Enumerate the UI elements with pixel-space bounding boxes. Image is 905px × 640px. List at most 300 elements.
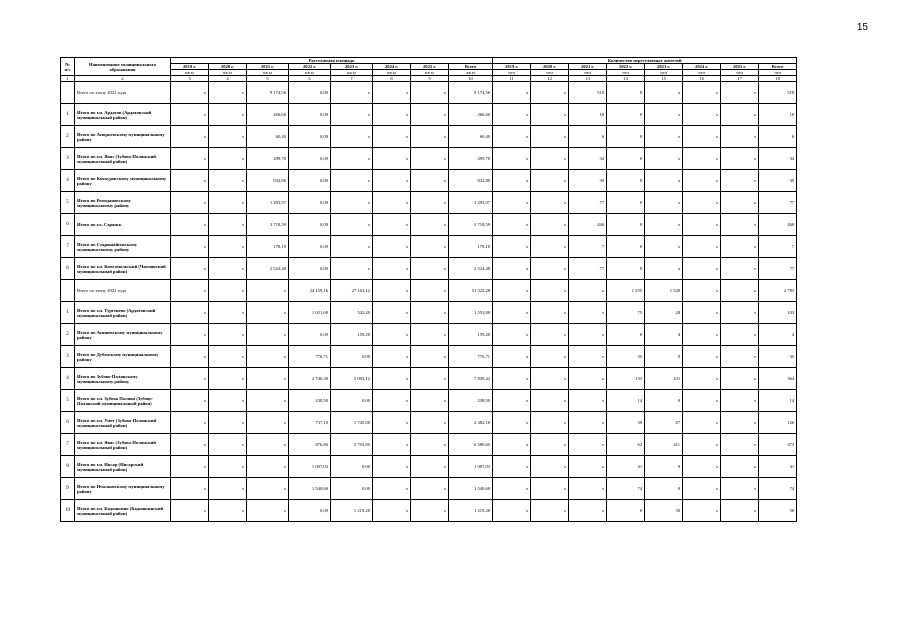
header-people-unit: чел <box>759 70 797 76</box>
table-cell: x <box>373 302 411 324</box>
row-index: 5 <box>61 192 75 214</box>
table-cell: 41 <box>759 456 797 478</box>
table-cell: x <box>569 412 607 434</box>
table-cell: x <box>721 82 759 104</box>
table-cell: x <box>247 500 289 522</box>
table-row <box>61 434 797 456</box>
table-cell: 532,20 <box>331 302 373 324</box>
row-index: 1 <box>61 302 75 324</box>
header-area-unit: кв.м <box>331 70 373 76</box>
table-cell: 0 <box>607 324 645 346</box>
table-cell: x <box>721 258 759 280</box>
resettlement-table <box>60 57 797 522</box>
table-cell: 1 007,03 <box>449 456 493 478</box>
table-cell: 4 <box>645 324 683 346</box>
table-cell: x <box>493 346 531 368</box>
table-row <box>61 104 797 126</box>
table-cell: 1 021,60 <box>289 302 331 324</box>
table-cell: 0 <box>607 170 645 192</box>
table-total-row <box>61 280 797 302</box>
table-cell: 1 293,97 <box>247 192 289 214</box>
table-cell: 77 <box>759 192 797 214</box>
header-area-unit: кв.м <box>209 70 247 76</box>
table-cell: x <box>683 478 721 500</box>
table-cell: x <box>171 214 209 236</box>
table-cell: 231 <box>645 368 683 390</box>
table-cell: x <box>683 324 721 346</box>
table-row <box>61 126 797 148</box>
table-cell: x <box>171 456 209 478</box>
table-cell: 0 <box>607 214 645 236</box>
table-cell: 35 <box>759 346 797 368</box>
table-cell: 0,00 <box>331 456 373 478</box>
table-row <box>61 500 797 522</box>
table-cell: 266,60 <box>449 104 493 126</box>
table-cell: 1 219,20 <box>449 500 493 522</box>
table-cell: x <box>171 500 209 522</box>
table-cell: x <box>683 434 721 456</box>
table-cell: 299,70 <box>449 148 493 170</box>
table-cell: x <box>721 280 759 302</box>
table-cell: 0,00 <box>289 236 331 258</box>
table-cell: 510 <box>569 82 607 104</box>
table-cell: x <box>411 500 449 522</box>
table-cell: 266,60 <box>247 104 289 126</box>
table-cell: 0 <box>645 456 683 478</box>
row-index: 4 <box>61 368 75 390</box>
table-cell: x <box>683 412 721 434</box>
table-cell: x <box>645 126 683 148</box>
header-people-year: Всего <box>759 64 797 70</box>
table-cell: 2 746,30 <box>289 368 331 390</box>
table-cell: 411 <box>645 434 683 456</box>
table-cell: 0,00 <box>289 104 331 126</box>
table-cell: 74 <box>759 478 797 500</box>
table-cell: x <box>331 214 373 236</box>
table-cell: 50 <box>759 500 797 522</box>
header-column-number: 16 <box>683 76 721 82</box>
header-column-number: 10 <box>449 76 493 82</box>
header-column-number: 13 <box>569 76 607 82</box>
header-group-area: Расселяемая площадь <box>171 58 493 64</box>
table-cell: x <box>493 302 531 324</box>
row-index: 2 <box>61 324 75 346</box>
row-index <box>61 280 75 302</box>
table-cell: x <box>209 170 247 192</box>
table-cell: x <box>493 434 531 456</box>
table-cell: 39 <box>607 412 645 434</box>
table-cell: 1 007,03 <box>289 456 331 478</box>
table-cell: 10 <box>569 104 607 126</box>
table-cell: x <box>531 478 569 500</box>
table-row <box>61 302 797 324</box>
table-cell: 0 <box>607 258 645 280</box>
table-cell: x <box>721 148 759 170</box>
header-area-unit: кв.м <box>411 70 449 76</box>
table-cell: x <box>411 104 449 126</box>
row-name: Итого по Атяшевскому муниципальному району <box>75 324 171 346</box>
header-area-year: 2020 г. <box>209 64 247 70</box>
table-cell: x <box>373 456 411 478</box>
table-cell: 34 <box>569 148 607 170</box>
table-cell: 0 <box>607 126 645 148</box>
table-row <box>61 148 797 170</box>
header-column-number: 12 <box>531 76 569 82</box>
table-cell: 39 <box>759 170 797 192</box>
row-name: Итого по Кочкуровскому муниципальному району <box>75 170 171 192</box>
header-column-number: 7 <box>331 76 373 82</box>
table-cell: 7 <box>569 236 607 258</box>
table-cell: x <box>247 478 289 500</box>
header-people-unit: чел <box>493 70 531 76</box>
table-cell: x <box>171 82 209 104</box>
table-cell: 260 <box>569 214 607 236</box>
table-cell: 103 <box>759 302 797 324</box>
table-cell: x <box>493 148 531 170</box>
table-cell: x <box>531 82 569 104</box>
table-cell: 2 482,10 <box>449 412 493 434</box>
table-cell: x <box>373 126 411 148</box>
table-cell: 3 718,59 <box>247 214 289 236</box>
header-area-year: 2022 г. <box>289 64 331 70</box>
header-area-year: 2019 г. <box>171 64 209 70</box>
table-cell: x <box>411 368 449 390</box>
header-people-year: 2021 г. <box>569 64 607 70</box>
table-cell: 2 524,40 <box>449 258 493 280</box>
table-cell: x <box>373 148 411 170</box>
table-cell: x <box>373 214 411 236</box>
table-cell: x <box>493 478 531 500</box>
row-index: 8 <box>61 258 75 280</box>
table-cell: x <box>411 126 449 148</box>
table-cell: x <box>209 500 247 522</box>
header-people-year: 2020 г. <box>531 64 569 70</box>
table-cell: x <box>411 456 449 478</box>
table-cell: x <box>721 500 759 522</box>
header-people-year: 2022 г. <box>607 64 645 70</box>
header-column-number: 17 <box>721 76 759 82</box>
page-number: 15 <box>856 22 868 33</box>
table-cell: x <box>493 104 531 126</box>
table-cell: 0,00 <box>289 148 331 170</box>
table-cell: x <box>171 346 209 368</box>
table-cell: x <box>569 346 607 368</box>
header-area-unit: кв.м <box>171 70 209 76</box>
table-cell: x <box>247 302 289 324</box>
table-cell: 0 <box>607 500 645 522</box>
row-index: 7 <box>61 434 75 456</box>
header-column-number: 18 <box>759 76 797 82</box>
table-cell: 39 <box>569 170 607 192</box>
table-cell: 77 <box>569 192 607 214</box>
table-cell: x <box>411 434 449 456</box>
table-cell: x <box>171 368 209 390</box>
table-cell: x <box>531 126 569 148</box>
table-cell: 50 <box>645 500 683 522</box>
table-cell: x <box>645 192 683 214</box>
table-cell: x <box>721 126 759 148</box>
table-cell: x <box>569 280 607 302</box>
table-cell: x <box>721 456 759 478</box>
table-cell: x <box>645 104 683 126</box>
table-cell: 1 528 <box>645 280 683 302</box>
table-cell: x <box>721 170 759 192</box>
table-row <box>61 412 797 434</box>
table-cell: 1 745,00 <box>331 412 373 434</box>
table-cell: 75 <box>607 302 645 324</box>
resettlement-table-sheet <box>60 57 795 522</box>
table-cell: x <box>493 258 531 280</box>
table-cell: x <box>247 368 289 390</box>
table-cell: x <box>721 104 759 126</box>
table-cell: x <box>411 148 449 170</box>
table-cell: x <box>493 500 531 522</box>
row-index: 3 <box>61 346 75 368</box>
table-cell: 7 <box>759 236 797 258</box>
header-people-unit: чел <box>645 70 683 76</box>
table-cell: x <box>209 456 247 478</box>
table-cell: 60,40 <box>247 126 289 148</box>
table-cell: 473 <box>759 434 797 456</box>
table-cell: x <box>411 412 449 434</box>
table-cell: 776,71 <box>289 346 331 368</box>
table-cell: x <box>373 236 411 258</box>
row-name: Итого по г.п. Инсар (Инсарский муниципальный район) <box>75 456 171 478</box>
table-cell: x <box>683 346 721 368</box>
table-cell: x <box>569 434 607 456</box>
header-num: № п/с <box>61 58 75 76</box>
table-cell: x <box>247 280 289 302</box>
table-row <box>61 258 797 280</box>
table-cell: x <box>569 478 607 500</box>
table-cell: x <box>247 412 289 434</box>
header-area-year: 2021 г. <box>247 64 289 70</box>
table-row <box>61 368 797 390</box>
table-cell: 0 <box>645 346 683 368</box>
table-cell: x <box>683 126 721 148</box>
table-cell: x <box>171 280 209 302</box>
table-cell: 9 174,56 <box>247 82 289 104</box>
table-cell: x <box>721 478 759 500</box>
table-cell: x <box>247 346 289 368</box>
table-cell: x <box>683 192 721 214</box>
table-cell: x <box>569 324 607 346</box>
table-cell: x <box>721 324 759 346</box>
table-cell: 4 <box>759 324 797 346</box>
header-area-year: 2025 г. <box>411 64 449 70</box>
table-cell: 0 <box>645 390 683 412</box>
row-name: Итого по г.п. Ардатов (Ардатовский муниципальный район) <box>75 104 171 126</box>
table-cell: x <box>645 258 683 280</box>
table-cell: 0 <box>607 82 645 104</box>
row-name: Итого по г.п. Явас (Зубово-Полянский муниципальный район) <box>75 434 171 456</box>
table-cell: x <box>373 104 411 126</box>
table-cell: 3 718,59 <box>449 214 493 236</box>
table-cell: 0,00 <box>289 192 331 214</box>
table-cell: x <box>683 368 721 390</box>
table-cell: x <box>721 434 759 456</box>
header-people-year: 2023 г. <box>645 64 683 70</box>
table-cell: 7 839,42 <box>449 368 493 390</box>
table-cell: x <box>531 104 569 126</box>
header-column-number: 9 <box>411 76 449 82</box>
table-cell: x <box>331 82 373 104</box>
table-cell: 74 <box>607 478 645 500</box>
table-cell: x <box>411 82 449 104</box>
header-people-unit: чел <box>569 70 607 76</box>
table-cell: 238,50 <box>449 390 493 412</box>
row-index: 1 <box>61 104 75 126</box>
table-cell: x <box>645 214 683 236</box>
table-cell: x <box>493 126 531 148</box>
row-name: Итого по Ичалковскому муниципальному району <box>75 478 171 500</box>
table-cell: x <box>569 500 607 522</box>
table-cell: x <box>721 214 759 236</box>
table-cell: 77 <box>569 258 607 280</box>
table-cell: x <box>645 148 683 170</box>
table-cell: x <box>683 500 721 522</box>
table-cell: x <box>683 390 721 412</box>
table-cell: x <box>373 82 411 104</box>
table-cell: 1 553,80 <box>449 302 493 324</box>
table-cell: x <box>209 148 247 170</box>
table-cell: x <box>531 390 569 412</box>
table-cell: 0,00 <box>289 126 331 148</box>
table-cell: x <box>683 302 721 324</box>
header-people-year: 2019 г. <box>493 64 531 70</box>
table-cell: x <box>411 258 449 280</box>
table-cell: x <box>531 346 569 368</box>
table-cell: x <box>493 368 531 390</box>
table-row <box>61 236 797 258</box>
row-index: 7 <box>61 236 75 258</box>
table-cell: x <box>373 170 411 192</box>
header-area-unit: кв.м <box>449 70 493 76</box>
header-column-number: 15 <box>645 76 683 82</box>
table-cell: 6 580,65 <box>449 434 493 456</box>
table-cell: x <box>331 104 373 126</box>
table-cell: x <box>209 192 247 214</box>
header-column-number: 3 <box>171 76 209 82</box>
header-area-year: Всего <box>449 64 493 70</box>
table-cell: 159,20 <box>331 324 373 346</box>
row-name: Итого по Старошайговскому муниципальному району <box>75 236 171 258</box>
table-cell: x <box>493 82 531 104</box>
table-cell: 0,00 <box>289 170 331 192</box>
header-people-year: 2024 г. <box>683 64 721 70</box>
row-index: 2 <box>61 126 75 148</box>
table-cell: 2 524,40 <box>247 258 289 280</box>
row-index: 6 <box>61 214 75 236</box>
table-cell: x <box>209 214 247 236</box>
table-cell: 62 <box>607 434 645 456</box>
table-row <box>61 324 797 346</box>
row-index <box>61 82 75 104</box>
row-name: Итого по г.п. Комсомольский (Чамзинский муниципальный район) <box>75 258 171 280</box>
table-cell: 776,71 <box>449 346 493 368</box>
table-cell: x <box>247 324 289 346</box>
table-cell: x <box>373 390 411 412</box>
header-column-number: 14 <box>607 76 645 82</box>
table-cell: x <box>209 346 247 368</box>
table-cell: x <box>531 456 569 478</box>
table-row <box>61 346 797 368</box>
table-cell: x <box>493 390 531 412</box>
header-column-number: 5 <box>247 76 289 82</box>
table-cell: 238,50 <box>289 390 331 412</box>
header-people-unit: чел <box>683 70 721 76</box>
row-name: Итого по Зубово-Полянскому муниципальному району <box>75 368 171 390</box>
table-cell: x <box>373 368 411 390</box>
table-cell: 0 <box>607 192 645 214</box>
table-cell: 14 <box>759 390 797 412</box>
table-cell: x <box>683 170 721 192</box>
table-cell: 14 <box>607 390 645 412</box>
table-cell: x <box>373 434 411 456</box>
table-cell: x <box>331 126 373 148</box>
table-cell: x <box>683 214 721 236</box>
header-area-year: 2023 г. <box>331 64 373 70</box>
table-cell: x <box>531 368 569 390</box>
table-cell: x <box>569 390 607 412</box>
table-cell: 0,00 <box>289 500 331 522</box>
row-index: 5 <box>61 390 75 412</box>
table-cell: x <box>171 126 209 148</box>
table-cell: x <box>645 82 683 104</box>
table-row <box>61 214 797 236</box>
table-cell: x <box>531 434 569 456</box>
row-index: 4 <box>61 170 75 192</box>
table-cell: 260 <box>759 214 797 236</box>
table-cell: 0 <box>607 148 645 170</box>
table-cell: 6 <box>759 126 797 148</box>
table-cell: 178,10 <box>247 236 289 258</box>
table-cell: x <box>493 192 531 214</box>
header-column-number: 4 <box>209 76 247 82</box>
table-cell: x <box>493 170 531 192</box>
table-cell: x <box>171 258 209 280</box>
table-cell: 34 <box>759 148 797 170</box>
table-cell: 0 <box>607 104 645 126</box>
table-cell: 1 540,60 <box>289 478 331 500</box>
table-cell: x <box>373 280 411 302</box>
table-cell: 299,70 <box>247 148 289 170</box>
header-area-year: 2024 г. <box>373 64 411 70</box>
header-column-number: 6 <box>289 76 331 82</box>
table-cell: x <box>493 456 531 478</box>
table-cell: 5 093,12 <box>331 368 373 390</box>
table-cell: x <box>331 258 373 280</box>
table-cell: 178,10 <box>449 236 493 258</box>
table-cell: x <box>721 390 759 412</box>
row-name: Итого по г.п. Тургенево (Ардатовский муниципальный район) <box>75 302 171 324</box>
row-name: Итого по г.п. Кадошкино (Кадошкинский муниципальный район) <box>75 500 171 522</box>
table-cell: 2 783 <box>759 280 797 302</box>
table-cell: x <box>411 302 449 324</box>
table-cell: 24 159,16 <box>289 280 331 302</box>
table-cell: x <box>411 170 449 192</box>
table-cell: x <box>569 368 607 390</box>
table-cell: x <box>247 390 289 412</box>
table-cell: x <box>373 478 411 500</box>
table-cell: x <box>721 302 759 324</box>
table-cell: x <box>411 192 449 214</box>
table-cell: x <box>373 346 411 368</box>
table-cell: x <box>531 302 569 324</box>
table-cell: x <box>209 104 247 126</box>
table-cell: x <box>247 456 289 478</box>
table-cell: 1 219,20 <box>331 500 373 522</box>
